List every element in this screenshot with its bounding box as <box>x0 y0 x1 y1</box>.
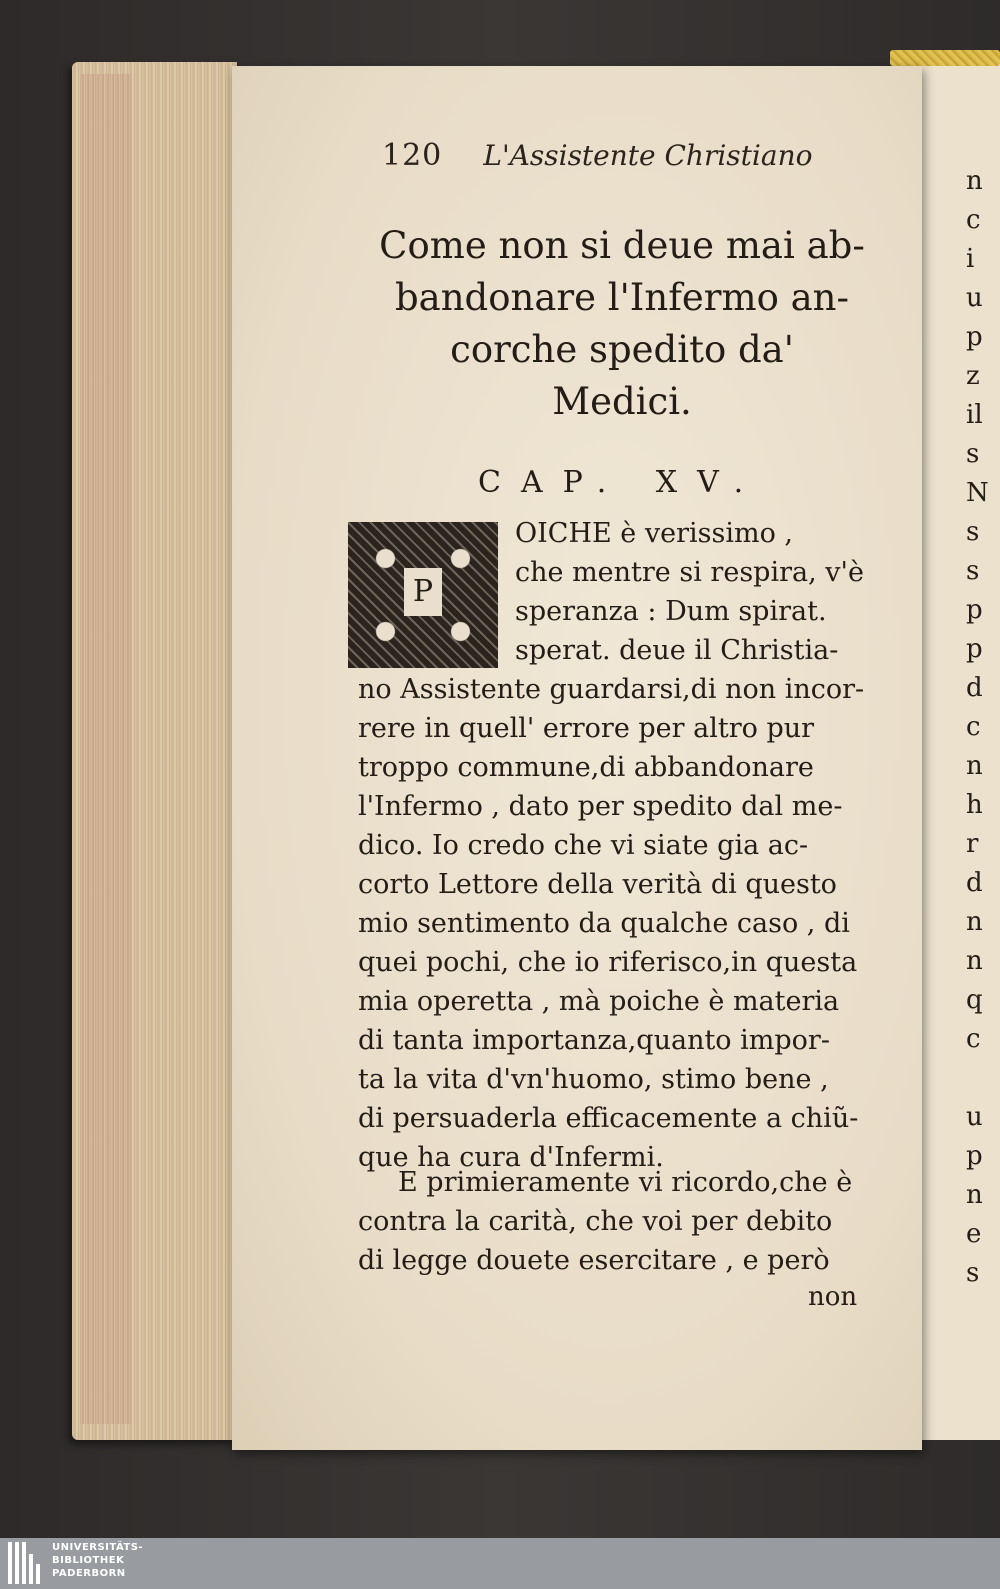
library-logo-icon <box>8 1542 48 1584</box>
text-line: E primieramente vi ricordo,che è <box>398 1167 853 1198</box>
facing-line: n <box>966 1180 983 1210</box>
facing-line: p <box>966 1141 983 1171</box>
facing-line: n <box>966 166 983 196</box>
library-name <box>52 1541 143 1580</box>
text-line: contra la carità, che voi per debito <box>358 1206 833 1237</box>
chapter-title-line: Medici. <box>552 380 692 423</box>
facing-page-text <box>966 162 996 1293</box>
facing-line: n <box>966 907 983 937</box>
text-line: di persuaderla efficacemente a chiũ- <box>358 1103 859 1134</box>
library-name-line: BIBLIOTHEK <box>52 1555 125 1566</box>
library-name-line: PADERBORN <box>52 1568 126 1579</box>
text-line: ta la vita d'vn'huomo, stimo bene , <box>358 1064 829 1095</box>
text-line: speranza : Dum spirat. <box>515 596 827 627</box>
facing-line: r <box>966 829 979 859</box>
text-line: che mentre si respira, v'è <box>515 557 864 588</box>
facing-line: c <box>966 1024 981 1054</box>
ribbon-bookmark <box>890 50 1000 66</box>
facing-line: n <box>966 751 983 781</box>
library-name-line: UNIVERSITÄTS- <box>52 1542 144 1553</box>
text-line: di legge douete esercitare , e però <box>358 1245 830 1276</box>
library-footer <box>0 1538 1000 1589</box>
facing-line: z <box>966 361 980 391</box>
book-page-edges <box>72 62 237 1440</box>
running-head <box>382 138 842 173</box>
facing-line: c <box>966 205 981 235</box>
facing-line: p <box>966 322 983 352</box>
facing-line: s <box>966 556 980 586</box>
facing-line: c <box>966 712 981 742</box>
facing-line: s <box>966 1258 980 1288</box>
text-line: troppo commune,di abbandonare <box>358 752 814 783</box>
facing-line: i <box>966 244 975 274</box>
text-line: no Assistente guardarsi,di non incor- <box>358 674 865 705</box>
initial-letter: P <box>404 568 442 616</box>
facing-line: d <box>966 868 983 898</box>
facing-line: s <box>966 517 980 547</box>
facing-line: d <box>966 673 983 703</box>
chapter-title-line: corche spedito da' <box>450 328 794 371</box>
facing-line: il <box>966 400 983 430</box>
facing-line: p <box>966 595 983 625</box>
text-line: mio sentimento da qualche caso , di <box>358 908 850 939</box>
facing-line: h <box>966 790 983 820</box>
chapter-title-line: bandonare l'Infermo an- <box>394 276 849 319</box>
chapter-title <box>342 220 902 428</box>
text-line: dico. Io credo che vi siate gia ac- <box>358 830 809 861</box>
decorated-initial <box>348 522 498 668</box>
facing-line: N <box>966 478 989 508</box>
running-title: L'Assistente Christiano <box>483 139 813 172</box>
page-number: 120 <box>382 138 443 173</box>
text-line: que ha cura d'Infermi. <box>358 1142 664 1173</box>
facing-line: p <box>966 634 983 664</box>
text-line: l'Infermo , dato per spedito dal me- <box>358 791 843 822</box>
facing-line: q <box>966 985 983 1015</box>
catchword: non <box>808 1282 858 1312</box>
facing-line: e <box>966 1219 982 1249</box>
facing-line: u <box>966 1102 983 1132</box>
text-line: mia operetta , mà poiche è materia <box>358 986 840 1017</box>
facing-line: s <box>966 439 980 469</box>
chapter-title-line: Come non si deue mai ab- <box>379 224 865 267</box>
text-line: di tanta importanza,quanto impor- <box>358 1025 830 1056</box>
facing-line: n <box>966 946 983 976</box>
text-line: OICHE è verissimo , <box>515 518 794 549</box>
text-line: sperat. deue il Christia- <box>515 635 839 666</box>
facing-line: u <box>966 283 983 313</box>
text-line: rere in quell' errore per altro pur <box>358 713 815 744</box>
chapter-number: CAP. XV. <box>478 465 764 500</box>
facing-line <box>966 1059 996 1098</box>
text-line: quei pochi, che io riferisco,in questa <box>358 947 858 978</box>
text-line: corto Lettore della verità di questo <box>358 869 837 900</box>
